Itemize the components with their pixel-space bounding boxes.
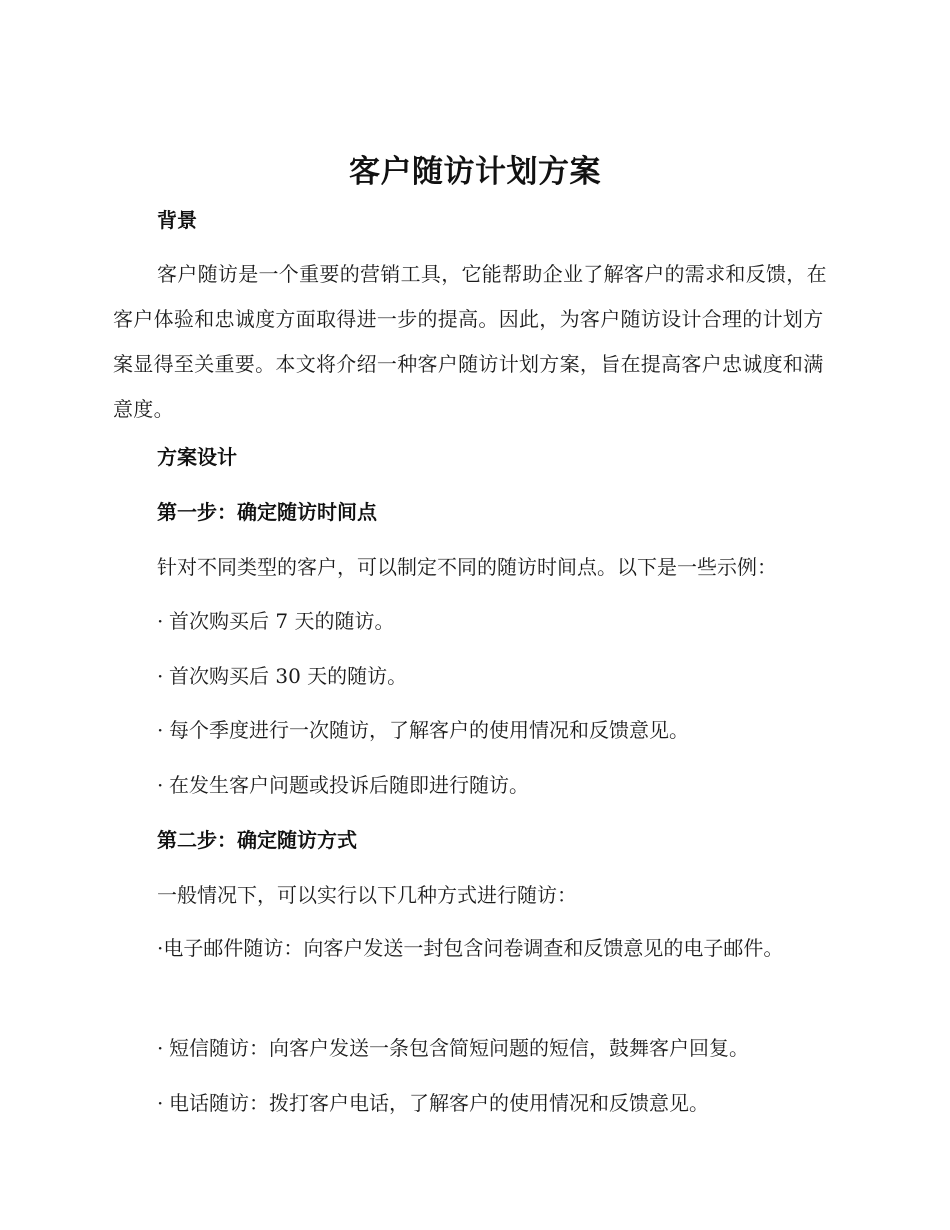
section-heading-background: 背景 (157, 208, 197, 232)
document-title: 客户随访计划方案 (349, 154, 601, 190)
list-item (157, 663, 407, 689)
bullet-icon: · (157, 609, 164, 633)
list-item (157, 717, 689, 743)
list-item-text: 首次购买后 30 天的随访。 (169, 664, 408, 688)
step1-intro: 针对不同类型的客户，可以制定不同的随访时间点。以下是一些示例： (157, 555, 777, 579)
list-item (157, 1090, 709, 1116)
bullet-icon: · (157, 718, 164, 742)
list-item-text: 电子邮件随访：向客户发送一封包含问卷调查和反馈意见的电子邮件。 (163, 936, 784, 960)
bullet-icon: · (157, 1091, 164, 1115)
list-item-text: 首次购买后 7 天的随访。 (169, 609, 395, 633)
list-item-text: 电话随访：拨打客户电话，了解客户的使用情况和反馈意见。 (169, 1091, 709, 1115)
step2-intro: 一般情况下，可以实行以下几种方式进行随访： (157, 883, 577, 907)
step1-heading: 第一步：确定随访时间点 (157, 500, 377, 524)
list-item (157, 772, 529, 798)
list-item-text: 在发生客户问题或投诉后随即进行随访。 (169, 773, 529, 797)
bullet-icon: · (157, 664, 164, 688)
list-item (113, 926, 813, 971)
bullet-icon: · (157, 936, 164, 960)
bullet-icon: · (157, 1036, 164, 1060)
background-paragraph: 客户随访是一个重要的营销工具，它能帮助企业了解客户的需求和反馈，在客户体验和忠诚度方面取得进一步的提高。因此，为客户随访设计合理的计划方案显得至关重要。本文将介绍一种客户随访计划方案，旨在提高客户忠诚度和满意度。 (113, 262, 827, 421)
list-item-text: 每个季度进行一次随访，了解客户的使用情况和反馈意见。 (169, 718, 689, 742)
list-item-text: 短信随访：向客户发送一条包含简短问题的短信，鼓舞客户回复。 (169, 1036, 749, 1060)
section-heading-design: 方案设计 (157, 445, 237, 469)
step2-heading: 第二步：确定随访方式 (157, 828, 357, 852)
bullet-icon: · (157, 773, 164, 797)
list-item (157, 608, 394, 634)
list-item (157, 1035, 749, 1061)
